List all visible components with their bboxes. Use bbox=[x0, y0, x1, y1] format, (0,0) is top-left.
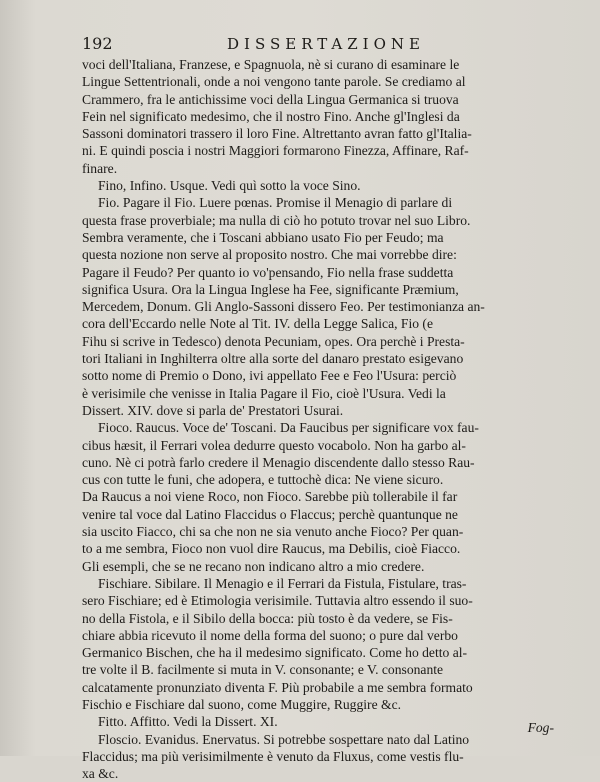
text-line: Da Raucus a noi viene Roco, non Fioco. Sarebbe più tollerabile il far bbox=[82, 489, 458, 505]
text-line: sero Fischiare; ed è Etimologia verisimile. Tuttavia altro essendo il suo- bbox=[82, 593, 473, 609]
text-line: sotto nome di Premio o Dono, ivi appellato Fee e Feo l'Usura: perciò bbox=[82, 368, 457, 384]
text-line: Sassoni dominatori trassero il loro Fine. Altrettanto avran fatto gl'Italia- bbox=[82, 126, 472, 142]
page-number: 192 bbox=[82, 34, 113, 53]
text-line: Fino, Infino. Usque. Vedi quì sotto la voce Sino. bbox=[98, 178, 361, 194]
text-line: voci dell'Italiana, Franzese, e Spagnuola, nè si curano di esaminare le bbox=[82, 57, 460, 72]
text-line: Fischiare. Sibilare. Il Menagio e il Ferrari da Fistula, Fistulare, tras- bbox=[98, 575, 467, 591]
text-line: Dissert. XIV. dove si parla de' Prestatori Usurai. bbox=[82, 402, 344, 418]
page-header bbox=[82, 34, 560, 54]
text-line: questa frase proverbiale; ma nulla di ciò ho potuto trovar nel suo Libro. bbox=[82, 212, 471, 228]
text-line: Sembra veramente, che i Toscani abbiano usato Fio per Feudo; ma bbox=[82, 229, 444, 245]
text-line: cibus hæsit, il Ferrari volea dedurre questo vocabolo. Non ha garbo al- bbox=[82, 437, 466, 453]
running-title: DISSERTAZIONE bbox=[227, 35, 425, 53]
text-line: finare. bbox=[82, 160, 118, 176]
text-line: è verisimile che venisse in Italia Pagare il Fio, cioè l'Usura. Vedi la bbox=[82, 385, 446, 401]
text-line: Floscio. Evanidus. Enervatus. Si potrebbe sospettare nato dal Latino bbox=[98, 731, 470, 747]
text-line: Crammero, fra le antichissime voci della Lingua Germanica si truova bbox=[82, 91, 459, 107]
text-line: Fihu si scrive in Tedesco) denota Pecuniam, opes. Ora perchè i Presta- bbox=[82, 333, 465, 349]
text-line: calcatamente pronunziato diventa F. Più probabile a me sembra formato bbox=[82, 679, 473, 695]
text-line: Lingue Settentrionali, onde a noi vengono tante parole. Se crediamo al bbox=[82, 74, 466, 90]
text-line: tori Italiani in Inghilterra oltre alla sorte del danaro prestato esigevano bbox=[82, 351, 464, 367]
text-line: cus con tutte le funi, che adopera, e tuttochè dica: Ne viene sicuro. bbox=[82, 472, 444, 488]
text-line: Gli esempli, che se ne recano non indicano altro a mio credere. bbox=[82, 558, 425, 574]
text-line: Flaccidus; ma più verisimilmente è venuto da Fluxus, come vestis flu- bbox=[82, 748, 464, 764]
text-line: ni. E quindi poscia i nostri Maggiori formarono Finezza, Affinare, Raf- bbox=[82, 143, 469, 159]
text-line: Mercedem, Donum. Gli Anglo-Sassoni dissero Feo. Per testimonianza an- bbox=[82, 299, 485, 315]
text-line: venire tal voce dal Latino Flaccidus o Flaccus; perchè quantunque ne bbox=[82, 506, 458, 522]
text-line: cuno. Nè ci potrà farlo credere il Menagio discendente dallo stesso Rau- bbox=[82, 454, 475, 470]
text-line: tre volte il B. facilmente si muta in V. consonante; e V. consonante bbox=[82, 662, 444, 678]
text-line: xa &c. bbox=[82, 766, 119, 782]
text-line: Fitto. Affitto. Vedi la Dissert. XI. bbox=[98, 714, 278, 730]
text-line: Pagare il Feudo? Per quanto io vo'pensando, Fio nella frase suddetta bbox=[82, 264, 454, 280]
text-line: questa nozione non serve al proposito nostro. Che mai vorrebbe dire: bbox=[82, 247, 457, 263]
text-line: significa Usura. Ora la Lingua Inglese ha Fee, significante Præmium, bbox=[82, 281, 459, 297]
text-line: chiare abbia ricevuto il nome della forma del suono; o pure dal verbo bbox=[82, 627, 458, 643]
body-text bbox=[82, 56, 560, 782]
text-line: cora dell'Eccardo nelle Note al Tit. IV. della Legge Salica, Fio (e bbox=[82, 316, 433, 332]
catchword: Fog- bbox=[527, 720, 554, 735]
text-line: sia uscito Fiacco, chi sa che non ne sia venuto anche Fioco? Per quan- bbox=[82, 524, 464, 540]
text-line: Fioco. Raucus. Voce de' Toscani. Da Faucibus per significare vox fau- bbox=[98, 420, 479, 436]
text-line: Fischio e Fischiare dal suono, come Muggire, Ruggire &c. bbox=[82, 696, 402, 712]
text-line: Fein nel significato medesimo, che il nostro Fino. Anche gl'Inglesi da bbox=[82, 108, 460, 124]
text-line: to a me sembra, Fioco non vuol dire Raucus, ma Debilis, cioè Fiacco. bbox=[82, 541, 461, 557]
text-line: Germanico Bischen, che ha il medesimo significato. Come ho detto al- bbox=[82, 645, 468, 661]
text-line: no della Fistola, e il Sibilo della bocca: più tosto è da vedere, se Fis- bbox=[82, 610, 453, 626]
text-line: Fio. Pagare il Fio. Luere pœnas. Promise il Menagio di parlare di bbox=[98, 195, 453, 211]
